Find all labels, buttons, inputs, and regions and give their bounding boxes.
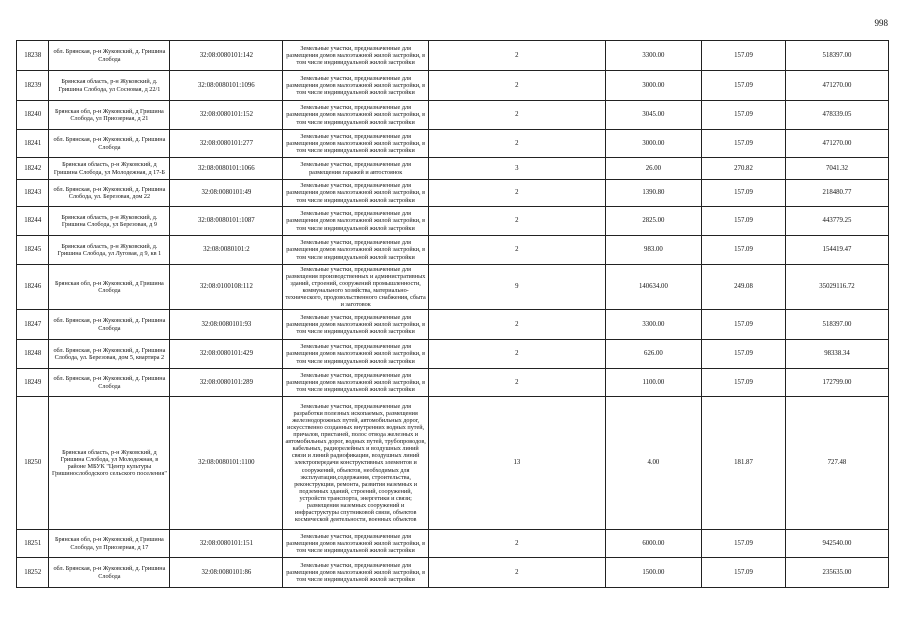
address-cell: Брянская область, р-н Жуковский, д. Гришина Слобода, ул Березовая, д 9 — [49, 207, 170, 236]
group-cell: 2 — [428, 530, 605, 558]
row-number: 18248 — [17, 340, 49, 369]
rate-cell: 157.09 — [702, 180, 786, 207]
rate-cell: 181.87 — [702, 397, 786, 530]
land-use-cell: Земельные участки, предназначенные для размещения домов малоэтажной жилой застройки, в том числе индивидуальной жилой застройки — [283, 558, 429, 588]
area-cell: 3045.00 — [605, 101, 701, 130]
cadastral-value-cell: 478339.05 — [785, 101, 888, 130]
area-cell: 626.00 — [605, 340, 701, 369]
row-number: 18242 — [17, 158, 49, 180]
group-cell: 3 — [428, 158, 605, 180]
rate-cell: 157.09 — [702, 310, 786, 340]
row-number: 18244 — [17, 207, 49, 236]
table-row — [17, 207, 889, 236]
rate-cell: 270.82 — [702, 158, 786, 180]
cadastral-number-cell: 32:08:0080101:1096 — [170, 71, 283, 101]
cadastral-value-cell: 172799.00 — [785, 369, 888, 397]
cadastral-value-cell: 98338.34 — [785, 340, 888, 369]
group-cell: 13 — [428, 397, 605, 530]
rate-cell: 157.09 — [702, 207, 786, 236]
rate-cell: 157.09 — [702, 558, 786, 588]
area-cell: 4.00 — [605, 397, 701, 530]
address-cell: Брянская область, р-н Жуковский, д Гришина Слобода, ул Молодежная, д 17-Б — [49, 158, 170, 180]
row-number: 18239 — [17, 71, 49, 101]
land-use-cell: Земельные участки, предназначенные для размещения домов малоэтажной жилой застройки, в том числе индивидуальной жилой застройки — [283, 130, 429, 158]
area-cell: 6000.00 — [605, 530, 701, 558]
cadastral-number-cell: 32:08:0100108:112 — [170, 265, 283, 310]
address-cell: обл. Брянская, р-н Жуковский, д. Гришина Слобода — [49, 369, 170, 397]
area-cell: 1390.80 — [605, 180, 701, 207]
row-number: 18241 — [17, 130, 49, 158]
cadastral-value-cell: 518397.00 — [785, 41, 888, 71]
table-row — [17, 369, 889, 397]
land-use-cell: Земельные участки, предназначенные для размещения домов малоэтажной жилой застройки, в том числе индивидуальной жилой застройки — [283, 41, 429, 71]
group-cell: 2 — [428, 558, 605, 588]
row-number: 18252 — [17, 558, 49, 588]
area-cell: 3000.00 — [605, 71, 701, 101]
cadastral-value-cell: 942540.00 — [785, 530, 888, 558]
area-cell: 140634.00 — [605, 265, 701, 310]
land-use-cell: Земельные участки, предназначенные для размещения домов малоэтажной жилой застройки, в том числе индивидуальной жилой застройки — [283, 340, 429, 369]
cadastral-value-cell: 727.48 — [785, 397, 888, 530]
address-cell: обл. Брянская, р-н Жуковский, д. Гришина Слобода, ул. Березовая, дом 22 — [49, 180, 170, 207]
group-cell: 2 — [428, 340, 605, 369]
group-cell: 2 — [428, 130, 605, 158]
address-cell: Брянская область, р-н Жуковский, д. Гришина Слобода, ул Сосновая, д 22/1 — [49, 71, 170, 101]
rate-cell: 157.09 — [702, 340, 786, 369]
row-number: 18251 — [17, 530, 49, 558]
cadastral-number-cell: 32:08:0080101:151 — [170, 530, 283, 558]
rate-cell: 157.09 — [702, 236, 786, 265]
land-use-cell: Земельные участки, предназначенные для размещения домов малоэтажной жилой застройки, в том числе индивидуальной жилой застройки — [283, 71, 429, 101]
table-row — [17, 397, 889, 530]
land-use-cell: Земельные участки, предназначенные для размещения домов малоэтажной жилой застройки, в том числе индивидуальной жилой застройки — [283, 101, 429, 130]
land-use-cell: Земельные участки, предназначенные для размещения домов малоэтажной жилой застройки, в том числе индивидуальной жилой застройки — [283, 180, 429, 207]
cadastral-value-table — [16, 40, 889, 588]
group-cell: 2 — [428, 71, 605, 101]
cadastral-value-cell: 7041.32 — [785, 158, 888, 180]
rate-cell: 157.09 — [702, 101, 786, 130]
rate-cell: 157.09 — [702, 369, 786, 397]
group-cell: 2 — [428, 41, 605, 71]
area-cell: 3000.00 — [605, 130, 701, 158]
table-row — [17, 530, 889, 558]
table-row — [17, 340, 889, 369]
rate-cell: 157.09 — [702, 41, 786, 71]
land-use-cell: Земельные участки, предназначенные для размещения домов малоэтажной жилой застройки, в том числе индивидуальной жилой застройки — [283, 369, 429, 397]
row-number: 18243 — [17, 180, 49, 207]
table-row — [17, 158, 889, 180]
cadastral-value-cell: 35029116.72 — [785, 265, 888, 310]
address-cell: обл. Брянская, р-н Жуковский, д. Гришина Слобода — [49, 558, 170, 588]
address-cell: Брянская область, р-н Жуковский, д Гришина Слобода, ул Молодежная, в районе МБУК "Центр культуры Гришинослободского сельского поселения" — [49, 397, 170, 530]
area-cell: 2825.00 — [605, 207, 701, 236]
table-row — [17, 101, 889, 130]
cadastral-value-cell: 471270.00 — [785, 130, 888, 158]
table-row — [17, 558, 889, 588]
group-cell: 2 — [428, 236, 605, 265]
rate-cell: 157.09 — [702, 71, 786, 101]
address-cell: обл. Брянская, р-н Жуковский, д. Гришина Слобода — [49, 130, 170, 158]
cadastral-number-cell: 32:08:0080101:152 — [170, 101, 283, 130]
table-row — [17, 265, 889, 310]
area-cell: 26.00 — [605, 158, 701, 180]
address-cell: Брянская обл, р-н Жуковский, д Гришина Слобода, ул Приозерная, д 17 — [49, 530, 170, 558]
row-number: 18238 — [17, 41, 49, 71]
group-cell: 2 — [428, 369, 605, 397]
row-number: 18246 — [17, 265, 49, 310]
area-cell: 983.00 — [605, 236, 701, 265]
land-use-cell: Земельные участки, предназначенные для размещения домов малоэтажной жилой застройки, в том числе индивидуальной жилой застройки — [283, 207, 429, 236]
cadastral-number-cell: 32:08:0080101:429 — [170, 340, 283, 369]
row-number: 18249 — [17, 369, 49, 397]
address-cell: обл. Брянская, р-н Жуковский, д. Гришина Слобода — [49, 310, 170, 340]
table-row — [17, 41, 889, 71]
cadastral-number-cell: 32:08:0080101:1100 — [170, 397, 283, 530]
cadastral-value-cell: 471270.00 — [785, 71, 888, 101]
address-cell: обл. Брянская, р-н Жуковский, д. Гришина Слобода — [49, 41, 170, 71]
land-use-cell: Земельные участки, предназначенные для размещения гаражей и автостоянок — [283, 158, 429, 180]
row-number: 18245 — [17, 236, 49, 265]
cadastral-number-cell: 32:08:0080101:289 — [170, 369, 283, 397]
land-use-cell: Земельные участки, предназначенные для разработки полезных ископаемых, размещения железнодорожных путей, автомобильных дорог, искусственно созданных внутренних водных путей, причалов, пристаней, полос отвода железных и автомобильных дорог, водных путей, трубопроводов, кабельных, радиорелейных и воздушных линий связи и линий радиофикации, воздушных линий электропередачи конструктивных элементов и сооружений, объектов, необходимых для эксплуатации,содержания, строительства, реконструкции, ремонта, развития наземных и подземных зданий, строений, сооружений, устройств транспорта, энергетики и связи; размещения наземных сооружений и инфраструктуры спутниковой связи, объектов космической деятельности, военных объектов — [283, 397, 429, 530]
cadastral-number-cell: 32:08:0080101:2 — [170, 236, 283, 265]
land-use-cell: Земельные участки, предназначенные для размещения домов малоэтажной жилой застройки, в том числе индивидуальной жилой застройки — [283, 530, 429, 558]
address-cell: Брянская область, р-н Жуковский, д. Гришина Слобода, ул Луговая, д 9, кв 1 — [49, 236, 170, 265]
address-cell: Брянская обл, р-н Жуковский, д Гришина Слобода, ул Приозерная, д 21 — [49, 101, 170, 130]
row-number: 18247 — [17, 310, 49, 340]
cadastral-number-cell: 32:08:0080101:277 — [170, 130, 283, 158]
cadastral-value-cell: 443779.25 — [785, 207, 888, 236]
row-number: 18240 — [17, 101, 49, 130]
cadastral-number-cell: 32:08:0080101:142 — [170, 41, 283, 71]
page-number: 998 — [874, 18, 888, 28]
land-use-cell: Земельные участки, предназначенные для размещения домов малоэтажной жилой застройки, в том числе индивидуальной жилой застройки — [283, 310, 429, 340]
cadastral-value-cell: 154419.47 — [785, 236, 888, 265]
cadastral-number-cell: 32:08:0080101:1087 — [170, 207, 283, 236]
group-cell: 2 — [428, 180, 605, 207]
area-cell: 3300.00 — [605, 41, 701, 71]
land-use-cell: Земельные участки, предназначенные для размещения домов малоэтажной жилой застройки, в том числе индивидуальной жилой застройки — [283, 236, 429, 265]
rate-cell: 249.08 — [702, 265, 786, 310]
group-cell: 2 — [428, 207, 605, 236]
rate-cell: 157.09 — [702, 530, 786, 558]
address-cell: Брянская обл, р-н Жуковский, д Гришина Слобода — [49, 265, 170, 310]
group-cell: 9 — [428, 265, 605, 310]
cadastral-value-cell: 518397.00 — [785, 310, 888, 340]
group-cell: 2 — [428, 101, 605, 130]
cadastral-number-cell: 32:08:0080101:93 — [170, 310, 283, 340]
table-row — [17, 236, 889, 265]
cadastral-number-cell: 32:08:0080101:86 — [170, 558, 283, 588]
table-row — [17, 180, 889, 207]
cadastral-number-cell: 32:08:0080101:49 — [170, 180, 283, 207]
cadastral-value-cell: 218480.77 — [785, 180, 888, 207]
address-cell: обл. Брянская, р-н Жуковский, д. Гришина Слобода, ул. Березовая, дом 5, квартира 2 — [49, 340, 170, 369]
area-cell: 3300.00 — [605, 310, 701, 340]
group-cell: 2 — [428, 310, 605, 340]
cadastral-number-cell: 32:08:0080101:1066 — [170, 158, 283, 180]
area-cell: 1500.00 — [605, 558, 701, 588]
table-row — [17, 71, 889, 101]
cadastral-value-cell: 235635.00 — [785, 558, 888, 588]
table-row — [17, 310, 889, 340]
row-number: 18250 — [17, 397, 49, 530]
land-use-cell: Земельные участки, предназначенные для размещения производственных и административных зданий, строений, сооружений промышленности, коммунального хозяйства, материально-технического, продовольственного снабжения, сбыта и заготовок — [283, 265, 429, 310]
area-cell: 1100.00 — [605, 369, 701, 397]
rate-cell: 157.09 — [702, 130, 786, 158]
table-row — [17, 130, 889, 158]
